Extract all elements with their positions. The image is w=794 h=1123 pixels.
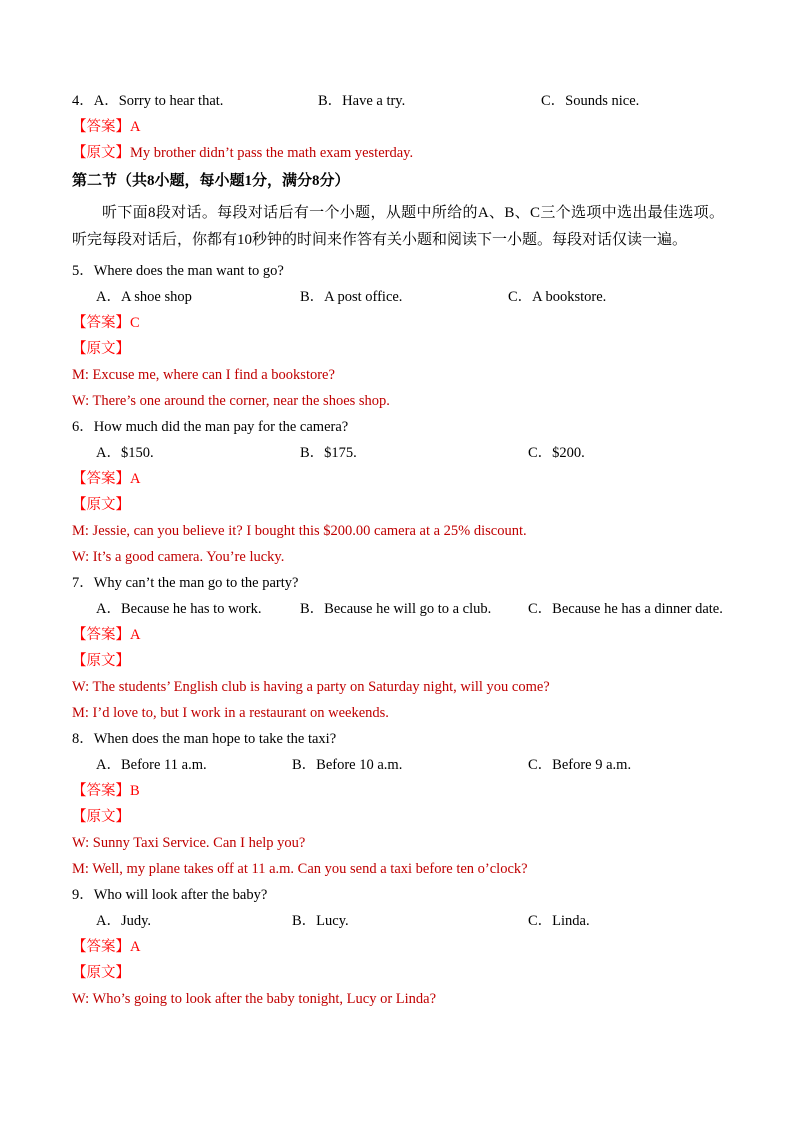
options-line bbox=[72, 596, 724, 622]
source-label: 【原文】 bbox=[72, 965, 130, 981]
answer-value: A bbox=[130, 471, 141, 487]
answer-value: A bbox=[130, 627, 141, 643]
options-line bbox=[72, 908, 724, 934]
transcript-line: M: Excuse me, where can I find a bookstore? bbox=[72, 367, 335, 383]
option-b: B．Before 10 a.m. bbox=[292, 757, 403, 773]
transcript-line: W: It’s a good camera. You’re lucky. bbox=[72, 549, 285, 565]
question-line: 5．Where does the man want to go? bbox=[72, 263, 284, 279]
option-c: C．Sounds nice. bbox=[541, 93, 640, 109]
source-label: 【原文】 bbox=[72, 145, 130, 161]
question-line: 6．How much did the man pay for the camera? bbox=[72, 419, 349, 435]
option-c: C．$200. bbox=[528, 445, 585, 461]
source-label-line bbox=[72, 648, 724, 674]
answer-label: 【答案】 bbox=[72, 471, 130, 487]
answer-value: A bbox=[130, 119, 141, 135]
option-a: 4．A．Sorry to hear that. bbox=[72, 93, 224, 109]
answer-label: 【答案】 bbox=[72, 939, 130, 955]
transcript-line: M: I’d love to, but I work in a restaurant on weekends. bbox=[72, 705, 389, 721]
source-label-line bbox=[72, 492, 724, 518]
option-b: B．A post office. bbox=[300, 289, 403, 305]
option-a: A．$150. bbox=[96, 445, 154, 461]
answer-line bbox=[72, 934, 724, 960]
source-line bbox=[72, 140, 724, 166]
option-a: A．Because he has to work. bbox=[96, 601, 262, 617]
answer-label: 【答案】 bbox=[72, 315, 130, 331]
option-b: B．$175. bbox=[300, 445, 357, 461]
options-line bbox=[72, 88, 724, 114]
option-a: A．Judy. bbox=[96, 913, 152, 929]
option-c: C．A bookstore. bbox=[508, 289, 607, 305]
question-line: 8．When does the man hope to take the taxi? bbox=[72, 731, 337, 747]
answer-line bbox=[72, 114, 724, 140]
options-line bbox=[72, 752, 724, 778]
option-a: A．Before 11 a.m. bbox=[96, 757, 207, 773]
transcript-line: M: Well, my plane takes off at 11 a.m. Can you send a taxi before ten o’clock? bbox=[72, 861, 528, 877]
transcript-line: M: Jessie, can you believe it? I bought this $200.00 camera at a 25% discount. bbox=[72, 523, 527, 539]
answer-label: 【答案】 bbox=[72, 783, 130, 799]
transcript-line: W: The students’ English club is having a party on Saturday night, will you come? bbox=[72, 679, 550, 695]
option-b: B．Because he will go to a club. bbox=[300, 601, 492, 617]
option-a: A．A shoe shop bbox=[96, 289, 192, 305]
answer-line bbox=[72, 622, 724, 648]
option-c: C．Before 9 a.m. bbox=[528, 757, 632, 773]
option-c: C．Because he has a dinner date. bbox=[528, 601, 723, 617]
answer-value: B bbox=[130, 783, 140, 799]
section-heading: 第二节（共8小题，每小题1分，满分8分） bbox=[72, 173, 350, 189]
option-b: B．Lucy. bbox=[292, 913, 349, 929]
source-label-line bbox=[72, 336, 724, 362]
options-line bbox=[72, 284, 724, 310]
transcript-line: W: Who’s going to look after the baby tonight, Lucy or Linda? bbox=[72, 991, 437, 1007]
source-label-line bbox=[72, 960, 724, 986]
question-line: 7．Why can’t the man go to the party? bbox=[72, 575, 299, 591]
options-line bbox=[72, 440, 724, 466]
answer-value: A bbox=[130, 939, 141, 955]
source-label: 【原文】 bbox=[72, 497, 130, 513]
transcript-line: W: Sunny Taxi Service. Can I help you? bbox=[72, 835, 306, 851]
source-label: 【原文】 bbox=[72, 341, 130, 357]
option-b: B．Have a try. bbox=[318, 93, 406, 109]
answer-label: 【答案】 bbox=[72, 119, 130, 135]
question-line: 9．Who will look after the baby? bbox=[72, 887, 268, 903]
source-label: 【原文】 bbox=[72, 809, 130, 825]
instructions-paragraph: 听下面8段对话。每段对话后有一个小题，从题中所给的A、B、C三个选项中选出最佳选项。听完每段对话后，你都有10秒钟的时间来作答有关小题和阅读下一小题。每段对话仅读一遍。 bbox=[72, 205, 724, 248]
source-label-line bbox=[72, 804, 724, 830]
answer-line bbox=[72, 466, 724, 492]
answer-line bbox=[72, 310, 724, 336]
answer-value: C bbox=[130, 315, 140, 331]
answer-label: 【答案】 bbox=[72, 627, 130, 643]
transcript-line: W: There’s one around the corner, near the shoes shop. bbox=[72, 393, 390, 409]
source-label: 【原文】 bbox=[72, 653, 130, 669]
answer-line bbox=[72, 778, 724, 804]
source-text: My brother didn’t pass the math exam yesterday. bbox=[130, 145, 414, 161]
option-c: C．Linda. bbox=[528, 913, 590, 929]
